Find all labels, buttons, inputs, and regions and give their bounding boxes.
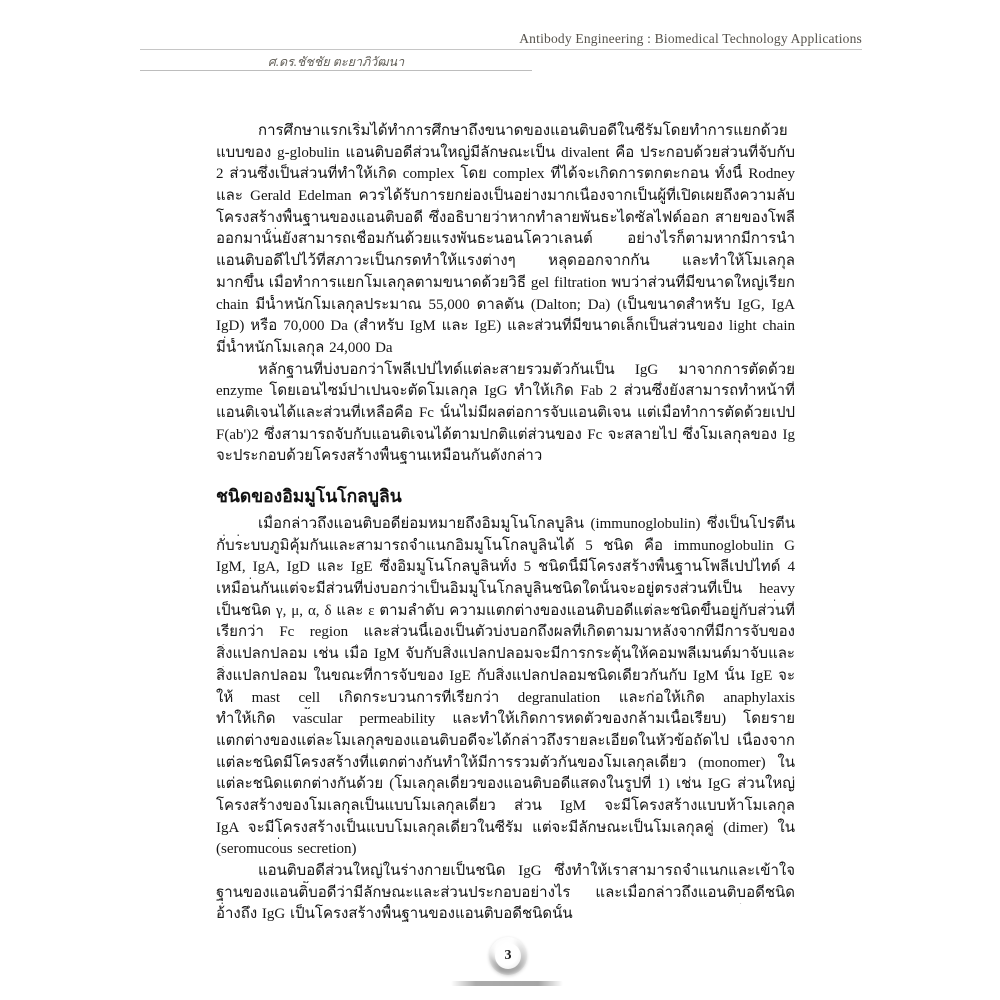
footer-divider-bar <box>451 981 563 986</box>
header-rule-short <box>140 70 532 71</box>
text-line: ฐานของแอนติบอดีว่ามีลักษณะและส่วนประกอบอย่างไร และเมื่อกล่าวถึงแอนติบอดีชนิด <box>216 884 795 901</box>
text-line: IgD) หรือ 70,000 Da (สำหรับ IgM และ IgE) และส่วนที่มีขนาดเล็กเป็นส่วนของ light chain <box>216 318 795 335</box>
paragraph-immunoglobulin-classes <box>216 514 795 861</box>
header-rule-long <box>140 49 862 50</box>
text-line: chain มีน้ำหนักโมเลกุลประมาณ 55,000 ดาลตัน (Dalton; Da) (เป็นขนาดสำหรับ IgG, IgA <box>216 296 795 313</box>
text-line: 2 ส่วนซึ่งเป็นส่วนที่ทำให้เกิด complex โดย complex ที่ได้จะเกิดการตกตะกอน ทั้งนี้ Rodney <box>216 166 795 183</box>
paragraph-antibody-size-study <box>216 121 795 360</box>
text-line: อ้างถึง IgG เป็นโครงสร้างพื้นฐานของแอนติบอดีชนิดนั้น <box>216 906 573 923</box>
text-line: แอนติบอดีส่วนใหญ่ในร่างกายเป็นชนิด IgG ซึ่งทำให้เราสามารถจำแนกและเข้าใจ <box>258 863 795 879</box>
text-line: เมื่อกล่าวถึงแอนติบอดีย่อมหมายถึงอิมมูโนโกลบูลิน (immunoglobulin) ซึ่งเป็นโปรตีน <box>258 516 795 532</box>
text-line: แต่ละชนิดมีโครงสร้างที่แตกต่างกันทำให้มีการรวมตัวกันของโมเลกุลเดี่ยว (monomer) ใน <box>216 754 795 771</box>
text-line: แอนติเจนได้และส่วนที่เหลือคือ Fc นั้นไม่มีผลต่อการจับแอนติเจน แต่เมื่อทำการตัดด้วยเปป <box>216 404 795 421</box>
text-line: มีน้ำหนักโมเลกุล 24,000 Da <box>216 339 393 356</box>
text-line: แตกต่างของแต่ละโมเลกุลของแอนติบอดีจะได้กล่าวถึงรายละเอียดในหัวข้อถัดไป เนื่องจาก <box>216 732 795 749</box>
text-line: หลักฐานที่บ่งบอกว่าโพลีเปปไทด์แต่ละสายรวมตัวกันเป็น IgG มาจากการตัดด้วย <box>258 361 795 378</box>
text-line: สิ่งแปลกปลอม ในขณะที่การจับของ IgE กับสิ่งแปลกปลอมชนิดเดียวกันกับ IgM นั้น IgE จะ <box>216 667 795 684</box>
text-line: แต่ละชนิดแตกต่างกันด้วย (โมเลกุลเดี่ยวของแอนติบอดีแสดงในรูปที่ 1) เช่น IgG ส่วนใหญ่ <box>216 776 795 793</box>
text-line: IgM, IgA, IgD และ IgE ซึ่งอิมมูโนโกลบูลินทั้ง 5 ชนิดนี้มีโครงสร้างพื้นฐานโพลีเปปไทด์ 4 <box>216 559 795 576</box>
text-line: จะประกอบด้วยโครงสร้างพื้นฐานเหมือนกันดังกล่าว <box>216 448 543 465</box>
text-line: แอนติบอดีไปไว้ที่สภาวะเป็นกรดทำให้แรงต่างๆ หลุดออกจากกัน และทำให้โมเลกุล <box>216 253 795 270</box>
text-line: การศึกษาแรกเริ่มได้ทำการศึกษาถึงขนาดของแอนติบอดีในซีรัมโดยทำการแยกด้วย <box>258 123 788 139</box>
text-line: เป็นชนิด γ, μ, α, δ และ ε ตามลำดับ ความแตกต่างของแอนติบอดีแต่ละชนิดขึ้นอยู่กับส่วนที่ <box>216 602 795 619</box>
text-line: enzyme โดยเอนไซม์ปาเปนจะตัดโมเลกุล IgG ทำให้เกิด Fab 2 ส่วนซึ่งยังสามารถทำหน้าที่ <box>216 383 795 400</box>
text-line: F(ab')2 ซึ่งสามารถจับกับแอนติเจนได้ตามปกติแต่ส่วนของ Fc จะสลายไป ซึ่งโมเลกุลของ Ig <box>216 426 795 443</box>
paragraph-proteolytic-evidence <box>216 360 795 468</box>
page-number-ornament <box>489 937 527 975</box>
page-body <box>216 121 795 926</box>
page-number-ornament-inner <box>495 943 521 969</box>
page-number: 3 <box>504 948 512 963</box>
running-head-author: ศ.ดร.ชัชชัย ตะยาภิวัฒนา <box>267 55 405 69</box>
paragraph-igg-basic-structure <box>216 861 795 926</box>
text-line: เรียกว่า Fc region และส่วนนี้เองเป็นตัวบ่งบอกถึงผลที่เกิดตามมาหลังจากที่มีการจับของ <box>216 624 795 641</box>
section-heading-immunoglobulin-types: ชนิดของอิมมูโนโกลบูลิน <box>216 486 402 506</box>
text-line: และ Gerald Edelman ควรได้รับการยกย่องเป็นอย่างมากเนื่องจากเป็นผู้ที่เปิดเผยถึงความลับ <box>216 188 795 205</box>
text-line: ทำให้เกิด vascular permeability และทำให้เกิดการหดตัวของกล้ามเนื้อเรียบ) โดยราย <box>216 711 795 728</box>
text-line: โครงสร้างพื้นฐานของแอนติบอดี ซึ่งอธิบายว่าหากทำลายพันธะไดซัลไฟด์ออก สายของโพลี <box>216 209 795 226</box>
text-line: ให้ mast cell เกิดกระบวนการที่เรียกว่า degranulation และก่อให้เกิด anaphylaxis <box>216 689 795 706</box>
text-line: สิ่งแปลกปลอม เช่น เมื่อ IgM จับกับสิ่งแปลกปลอมจะมีการกระตุ้นให้คอมพลีเมนต์มาจับและ <box>216 646 795 663</box>
running-head-book-title: Antibody Engineering : Biomedical Technology Applications <box>519 31 862 46</box>
text-line: โครงสร้างของโมเลกุลเป็นแบบโมเลกุลเดี่ยว ส่วน IgM จะมีโครงสร้างแบบห้าโมเลกุล <box>216 797 795 814</box>
text-line: IgA จะมีโครงสร้างเป็นแบบโมเลกุลเดี่ยวในซีรัม แต่จะมีลักษณะเป็นโมเลกุลคู่ (dimer) ใน <box>216 819 795 836</box>
text-line: ออกมานั้นยังสามารถเชื่อมกันด้วยแรงพันธะนอนโควาเลนต์ อย่างไรก็ตามหากมีการนำ <box>216 231 795 248</box>
text-line: มากขึ้น เมื่อทำการแยกโมเลกุลตามขนาดด้วยวิธี gel filtration พบว่าส่วนที่มีขนาดใหญ่เรียก <box>216 274 795 291</box>
text-line: (seromucous secretion) <box>216 841 357 858</box>
text-line: เหมือนกันแต่จะมีส่วนที่บ่งบอกว่าเป็นอิมมูโนโกลบูลินชนิดใดนั้นจะอยู่ตรงส่วนที่เป็น heavy <box>216 581 795 598</box>
text-line: แบบของ g-globulin แอนติบอดีส่วนใหญ่มีลักษณะเป็น divalent คือ ประกอบด้วยส่วนที่จับกับ <box>216 144 795 161</box>
text-line: กับระบบภูมิคุ้มกันและสามารถจำแนกอิมมูโนโกลบูลินได้ 5 ชนิด คือ immunoglobulin G <box>216 537 795 554</box>
